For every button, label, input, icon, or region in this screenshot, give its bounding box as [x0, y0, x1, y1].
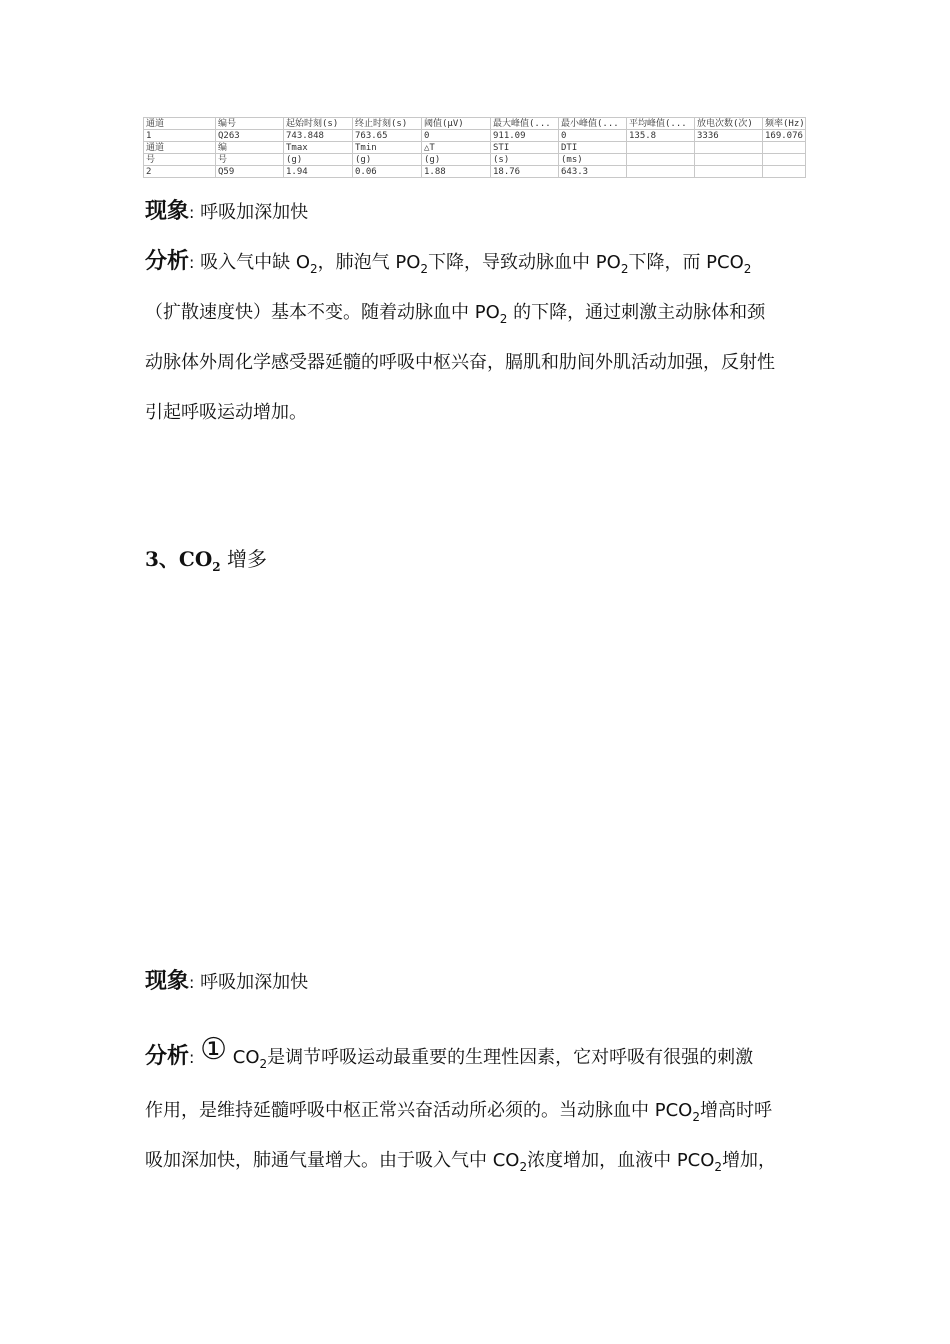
table-cell	[695, 154, 763, 166]
table-cell	[763, 154, 806, 166]
colon: :	[189, 253, 195, 272]
table-cell	[695, 166, 763, 178]
phenomenon-label: 现象	[145, 199, 190, 224]
table-cell: 169.076	[763, 130, 806, 142]
phenomenon-line-2	[145, 964, 308, 995]
table-cell: 最大峰值(...	[491, 118, 559, 130]
analysis-text: 吸入气中缺 O	[200, 252, 311, 273]
analysis-text: 浓度增加，血液中 PCO	[527, 1150, 715, 1171]
section-heading	[145, 543, 267, 572]
analysis-text: 下降，而 PCO	[628, 252, 744, 273]
analysis-text: 引起呼吸运动增加。	[145, 402, 307, 423]
table-cell: 763.65	[353, 130, 422, 142]
table-header-row	[144, 118, 806, 130]
subscript: 2	[420, 262, 429, 276]
table-cell: 号	[144, 154, 216, 166]
analysis-text: CO	[227, 1047, 260, 1068]
table-cell: (g)	[284, 154, 353, 166]
phenomenon-label: 现象	[145, 969, 190, 994]
table-cell: 1.88	[422, 166, 491, 178]
table-cell: (g)	[422, 154, 491, 166]
subscript: 2	[310, 262, 318, 276]
table-cell: (g)	[353, 154, 422, 166]
subscript: 2	[519, 1160, 528, 1174]
table-cell: 2	[144, 166, 216, 178]
table-cell: DTI	[559, 142, 627, 154]
table-cell: 643.3	[559, 166, 627, 178]
analysis-line-3	[145, 348, 775, 374]
subscript: 2	[259, 1057, 268, 1071]
table-cell: 号	[216, 154, 284, 166]
analysis2-line-3	[145, 1146, 776, 1172]
subscript: 2	[743, 262, 752, 276]
table-cell: Q59	[216, 166, 284, 178]
table-cell: 平均峰值(...	[627, 118, 695, 130]
table-row	[144, 166, 806, 178]
table-cell: 频率(Hz)	[763, 118, 806, 130]
colon: :	[189, 1048, 195, 1067]
table-cell: 起始时刻(s)	[284, 118, 353, 130]
analysis-text: 的下降，通过刺激主动脉体和颈	[507, 302, 766, 323]
table-cell: 0	[422, 130, 491, 142]
analysis-text: 作用，是维持延髓呼吸中枢正常兴奋活动所必须的。当动脉血中 PCO	[145, 1100, 693, 1121]
analysis2-line-2	[145, 1096, 772, 1122]
table-cell: 18.76	[491, 166, 559, 178]
table-row	[144, 130, 806, 142]
colon: :	[189, 973, 195, 992]
table-cell: (s)	[491, 154, 559, 166]
table-cell: 3336	[695, 130, 763, 142]
analysis-line-1	[145, 244, 751, 275]
table-cell: 编	[216, 142, 284, 154]
analysis-text: 动脉体外周化学感受器延髓的呼吸中枢兴奋，膈肌和肋间外肌活动加强，反射性	[145, 352, 775, 373]
table-cell: Q263	[216, 130, 284, 142]
table-cell	[627, 142, 695, 154]
colon: :	[189, 203, 195, 222]
table-cell: △T	[422, 142, 491, 154]
phenomenon-text: 呼吸加深加快	[200, 202, 309, 223]
phenomenon-text: 呼吸加深加快	[200, 972, 309, 993]
analysis2-line-1	[145, 1032, 754, 1071]
table-cell	[627, 154, 695, 166]
subscript: 2	[499, 312, 508, 326]
table-cell: 终止时刻(s)	[353, 118, 422, 130]
analysis-text: ，肺泡气 PO	[317, 252, 421, 273]
table-cell: 最小峰值(...	[559, 118, 627, 130]
analysis-label: 分析	[145, 249, 190, 274]
table-cell: 1.94	[284, 166, 353, 178]
table-cell: 135.8	[627, 130, 695, 142]
subscript: 2	[212, 560, 221, 574]
analysis-text: 增加，	[722, 1150, 777, 1171]
phenomenon-line-1	[145, 194, 308, 225]
table-cell: STI	[491, 142, 559, 154]
subscript: 2	[692, 1110, 700, 1124]
table-header-row	[144, 154, 806, 166]
table-cell: 通道	[144, 118, 216, 130]
table-cell: 通道	[144, 142, 216, 154]
table-cell: 放电次数(次)	[695, 118, 763, 130]
table-cell: 911.09	[491, 130, 559, 142]
table-cell: 1	[144, 130, 216, 142]
recording-data-table	[143, 117, 806, 178]
table-header-row	[144, 142, 806, 154]
circled-number-one: ①	[200, 1032, 228, 1067]
analysis-text: 下降，导致动脉血中 PO	[428, 252, 621, 273]
subscript: 2	[714, 1160, 723, 1174]
analysis-text: 增高时呼	[699, 1100, 772, 1121]
table-cell	[627, 166, 695, 178]
analysis-line-2	[145, 298, 765, 324]
table-cell: 编号	[216, 118, 284, 130]
analysis-text: 是调节呼吸运动最重要的生理性因素，它对呼吸有很强的刺激	[267, 1047, 754, 1068]
table-cell	[695, 142, 763, 154]
table-cell: (ms)	[559, 154, 627, 166]
table-cell: 阈值(μV)	[422, 118, 491, 130]
analysis-text: 吸加深加快，肺通气量增大。由于吸入气中 CO	[145, 1150, 520, 1171]
analysis-label: 分析	[145, 1044, 190, 1069]
heading-number: 3、CO	[145, 547, 213, 571]
heading-text: 增多	[226, 547, 267, 571]
table-cell: 0	[559, 130, 627, 142]
table-cell	[763, 166, 806, 178]
table-cell	[763, 142, 806, 154]
table-cell: 743.848	[284, 130, 353, 142]
table-cell: Tmin	[353, 142, 422, 154]
analysis-line-4	[145, 398, 307, 424]
analysis-text: （扩散速度快）基本不变。随着动脉血中 PO	[145, 302, 500, 323]
table-cell: 0.06	[353, 166, 422, 178]
table-cell: Tmax	[284, 142, 353, 154]
subscript: 2	[620, 262, 629, 276]
